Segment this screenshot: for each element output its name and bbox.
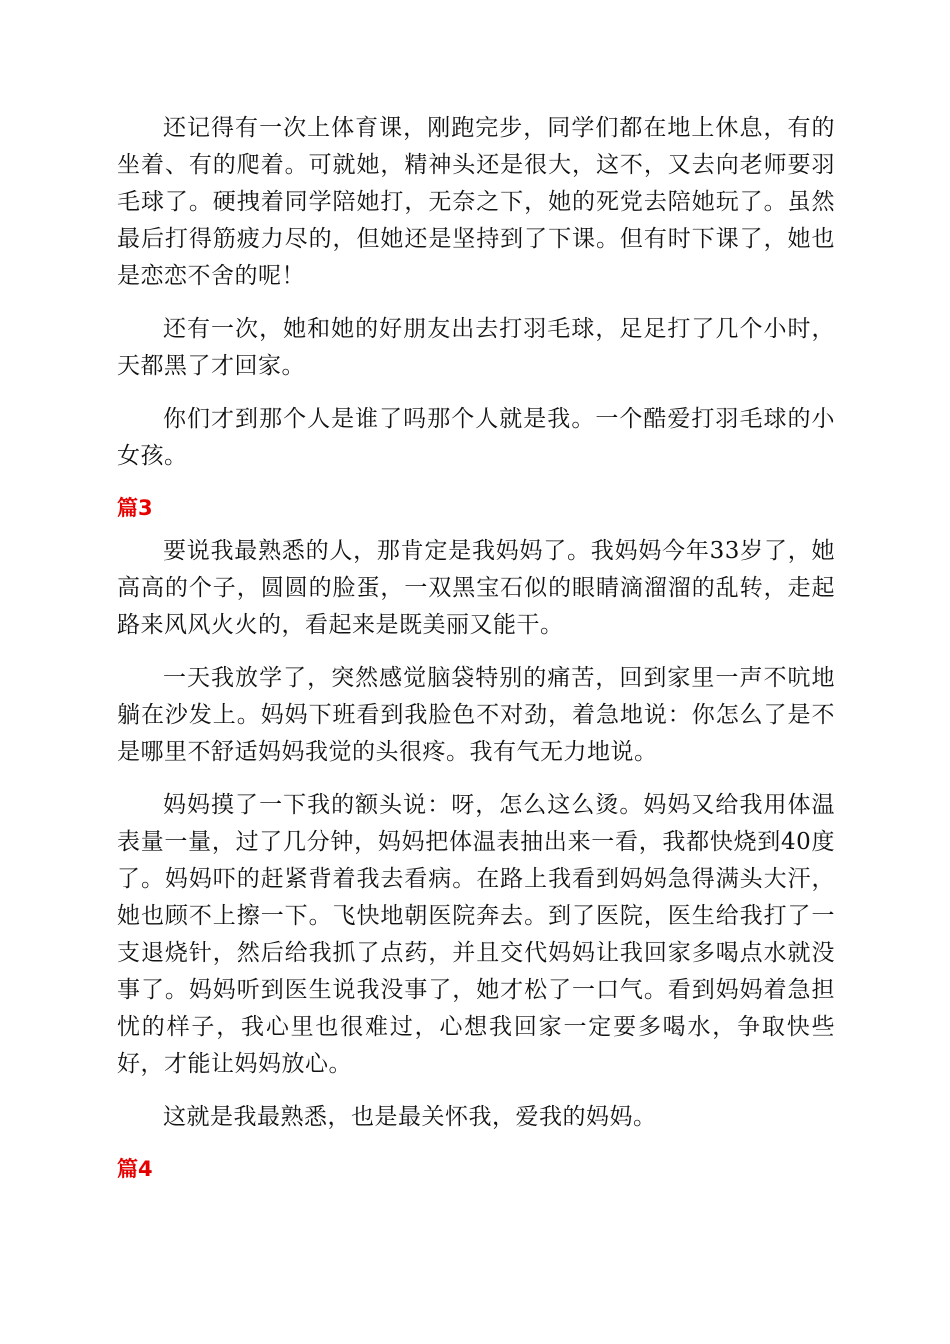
section-heading-3: 篇3 bbox=[117, 496, 153, 520]
paragraph-badminton-friend: 还有一次，她和她的好朋友出去打羽毛球，足足打了几个小时，天都黑了才回家。 bbox=[117, 316, 835, 379]
section-heading-4: 篇4 bbox=[117, 1157, 153, 1181]
paragraph-closing: 这就是我最熟悉，也是最关怀我，爱我的妈妈。 bbox=[163, 1104, 657, 1130]
paragraph-mother-intro: 要说我最熟悉的人，那肯定是我妈妈了。我妈妈今年33岁了，她高高的个子，圆圆的脸蛋，一双黑宝石似的眼睛滴溜溜的乱转，走起路来风风火火的，看起来是既美丽又能干。 bbox=[117, 538, 835, 638]
paragraph-fever-hospital: 妈妈摸了一下我的额头说：呀，怎么这么烫。妈妈又给我用体温表量一量，过了几分钟，妈妈把体温表抽出来一看，我都快烧到40度了。妈妈吓的赶紧背着我去看病。在路上我看到妈妈急得满头大汗，她也顾不上擦一下。飞快地朝医院奔去。到了医院，医生给我打了一支退烧针，然后给我抓了点药，并且交代妈妈让我回家多喝点水就没事了。妈妈听到医生说我没事了，她才松了一口气。看到妈妈着急担忧的样子，我心里也很难过，心想我回家一定要多喝水，争取快些好，才能让妈妈放心。 bbox=[117, 792, 835, 1077]
paragraph-badminton-pe-class: 还记得有一次上体育课，刚跑完步，同学们都在地上休息，有的坐着、有的爬着。可就她，精神头还是很大，这不，又去向老师要羽毛球了。硬拽着同学陪她打，无奈之下，她的死党去陪她玩了。虽然最后打得筋疲力尽的，但她还是坚持到了下课。但有时下课了，她也是恋恋不舍的呢！ bbox=[117, 115, 835, 289]
paragraph-headache: 一天我放学了，突然感觉脑袋特别的痛苦，回到家里一声不吭地躺在沙发上。妈妈下班看到我脸色不对劲，着急地说：你怎么了是不是哪里不舒适妈妈我觉的头很疼。我有气无力地说。 bbox=[117, 665, 835, 765]
document-body bbox=[117, 110, 835, 1194]
paragraph-badminton-reveal: 你们才到那个人是谁了吗那个人就是我。一个酷爱打羽毛球的小女孩。 bbox=[117, 406, 835, 469]
